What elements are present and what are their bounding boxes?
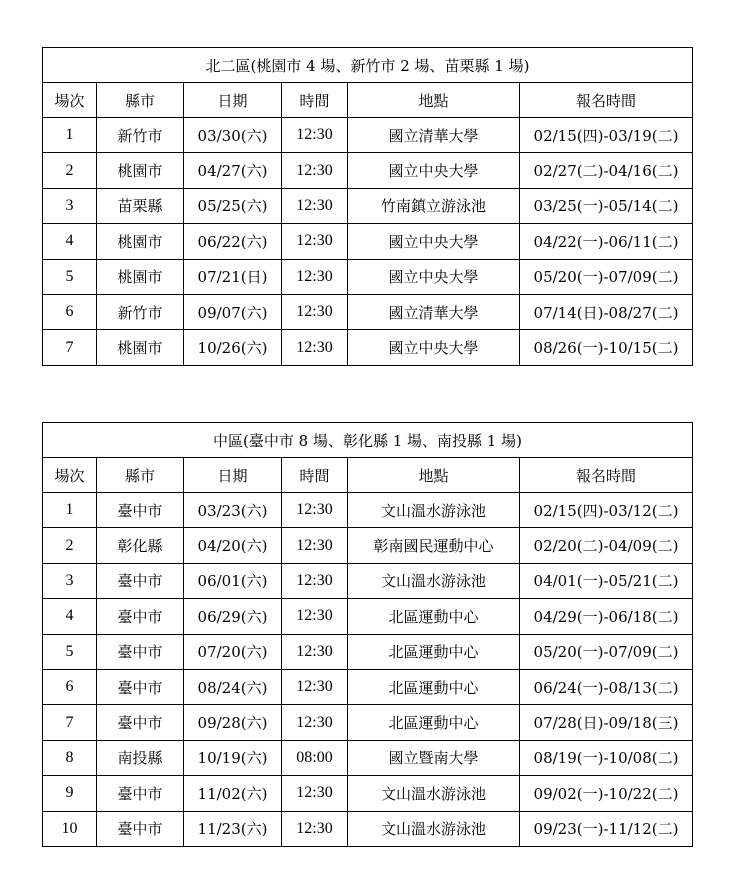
table-row <box>43 776 693 811</box>
cell-time: 12:30 <box>282 563 348 598</box>
table-row <box>43 740 693 775</box>
table-row <box>43 330 693 365</box>
cell-session-number: 1 <box>43 493 97 528</box>
cell-session-number: 2 <box>43 528 97 563</box>
table-row <box>43 294 693 329</box>
cell-time: 12:30 <box>282 705 348 740</box>
cell-city: 臺中市 <box>97 493 184 528</box>
cell-venue: 文山溫水游泳池 <box>348 493 520 528</box>
cell-registration-period: 05/20(一)-07/09(二) <box>520 634 693 669</box>
table-row <box>43 705 693 740</box>
cell-time: 12:30 <box>282 528 348 563</box>
table-row <box>43 224 693 259</box>
cell-date: 09/28(六) <box>184 705 282 740</box>
column-header-time: 時間 <box>282 83 348 118</box>
cell-city: 桃園市 <box>97 224 184 259</box>
table-title: 中區(臺中市 8 場、彰化縣 1 場、南投縣 1 場) <box>43 423 693 458</box>
cell-registration-period: 09/23(一)-11/12(二) <box>520 811 693 846</box>
cell-venue: 彰南國民運動中心 <box>348 528 520 563</box>
cell-registration-period: 09/02(一)-10/22(二) <box>520 776 693 811</box>
cell-registration-period: 06/24(一)-08/13(二) <box>520 669 693 704</box>
cell-session-number: 2 <box>43 153 97 188</box>
cell-registration-period: 02/15(四)-03/19(二) <box>520 118 693 153</box>
cell-time: 12:30 <box>282 330 348 365</box>
table-row <box>43 811 693 846</box>
cell-session-number: 4 <box>43 599 97 634</box>
table-body <box>43 423 693 847</box>
cell-date: 07/20(六) <box>184 634 282 669</box>
cell-city: 新竹市 <box>97 294 184 329</box>
table-title: 北二區(桃園市 4 場、新竹市 2 場、苗栗縣 1 場) <box>43 48 693 83</box>
cell-registration-period: 07/28(日)-09/18(三) <box>520 705 693 740</box>
table-body <box>43 48 693 366</box>
cell-time: 12:30 <box>282 599 348 634</box>
cell-venue: 北區運動中心 <box>348 669 520 704</box>
cell-venue: 竹南鎮立游泳池 <box>348 188 520 223</box>
cell-session-number: 9 <box>43 776 97 811</box>
table-row <box>43 599 693 634</box>
cell-city: 臺中市 <box>97 599 184 634</box>
cell-registration-period: 08/26(一)-10/15(二) <box>520 330 693 365</box>
cell-time: 12:30 <box>282 493 348 528</box>
cell-venue: 國立清華大學 <box>348 294 520 329</box>
cell-session-number: 7 <box>43 330 97 365</box>
cell-venue: 北區運動中心 <box>348 599 520 634</box>
cell-date: 03/23(六) <box>184 493 282 528</box>
cell-registration-period: 04/29(一)-06/18(二) <box>520 599 693 634</box>
cell-venue: 國立清華大學 <box>348 118 520 153</box>
north-region-schedule-table <box>42 47 693 366</box>
cell-date: 11/02(六) <box>184 776 282 811</box>
cell-date: 06/29(六) <box>184 599 282 634</box>
cell-time: 12:30 <box>282 811 348 846</box>
cell-session-number: 3 <box>43 563 97 598</box>
cell-date: 03/30(六) <box>184 118 282 153</box>
cell-city: 臺中市 <box>97 776 184 811</box>
table-row <box>43 153 693 188</box>
cell-venue: 國立中央大學 <box>348 224 520 259</box>
cell-venue: 國立中央大學 <box>348 330 520 365</box>
cell-time: 08:00 <box>282 740 348 775</box>
table-row <box>43 118 693 153</box>
cell-time: 12:30 <box>282 118 348 153</box>
cell-time: 12:30 <box>282 776 348 811</box>
cell-session-number: 6 <box>43 669 97 704</box>
cell-time: 12:30 <box>282 259 348 294</box>
column-header-venue: 地點 <box>348 458 520 493</box>
cell-city: 南投縣 <box>97 740 184 775</box>
column-header-registration-period: 報名時間 <box>520 458 693 493</box>
column-header-session-number: 場次 <box>43 458 97 493</box>
cell-session-number: 8 <box>43 740 97 775</box>
column-header-city: 縣市 <box>97 83 184 118</box>
cell-registration-period: 07/14(日)-08/27(二) <box>520 294 693 329</box>
cell-session-number: 4 <box>43 224 97 259</box>
central-region-schedule-table <box>42 422 693 847</box>
cell-registration-period: 04/01(一)-05/21(二) <box>520 563 693 598</box>
cell-time: 12:30 <box>282 153 348 188</box>
cell-city: 彰化縣 <box>97 528 184 563</box>
column-header-session-number: 場次 <box>43 83 97 118</box>
cell-venue: 文山溫水游泳池 <box>348 563 520 598</box>
table-row <box>43 669 693 704</box>
cell-city: 新竹市 <box>97 118 184 153</box>
cell-registration-period: 02/20(二)-04/09(二) <box>520 528 693 563</box>
cell-city: 臺中市 <box>97 563 184 598</box>
cell-date: 10/19(六) <box>184 740 282 775</box>
cell-date: 07/21(日) <box>184 259 282 294</box>
cell-date: 04/20(六) <box>184 528 282 563</box>
cell-registration-period: 08/19(一)-10/08(二) <box>520 740 693 775</box>
table-row <box>43 188 693 223</box>
cell-time: 12:30 <box>282 224 348 259</box>
cell-city: 臺中市 <box>97 705 184 740</box>
cell-registration-period: 05/20(一)-07/09(二) <box>520 259 693 294</box>
cell-session-number: 6 <box>43 294 97 329</box>
table-title-row <box>43 423 693 458</box>
cell-venue: 北區運動中心 <box>348 705 520 740</box>
cell-time: 12:30 <box>282 294 348 329</box>
cell-session-number: 1 <box>43 118 97 153</box>
cell-session-number: 3 <box>43 188 97 223</box>
cell-time: 12:30 <box>282 634 348 669</box>
cell-registration-period: 02/27(二)-04/16(二) <box>520 153 693 188</box>
table-row <box>43 259 693 294</box>
table-row <box>43 563 693 598</box>
table-row <box>43 634 693 669</box>
cell-time: 12:30 <box>282 188 348 223</box>
cell-date: 09/07(六) <box>184 294 282 329</box>
cell-date: 05/25(六) <box>184 188 282 223</box>
table-header-row <box>43 83 693 118</box>
cell-city: 臺中市 <box>97 634 184 669</box>
column-header-date: 日期 <box>184 83 282 118</box>
cell-venue: 國立暨南大學 <box>348 740 520 775</box>
cell-city: 桃園市 <box>97 259 184 294</box>
cell-date: 04/27(六) <box>184 153 282 188</box>
cell-venue: 文山溫水游泳池 <box>348 776 520 811</box>
table-header-row <box>43 458 693 493</box>
cell-date: 08/24(六) <box>184 669 282 704</box>
cell-registration-period: 04/22(一)-06/11(二) <box>520 224 693 259</box>
cell-date: 10/26(六) <box>184 330 282 365</box>
cell-session-number: 5 <box>43 634 97 669</box>
cell-registration-period: 02/15(四)-03/12(二) <box>520 493 693 528</box>
cell-city: 苗栗縣 <box>97 188 184 223</box>
cell-date: 11/23(六) <box>184 811 282 846</box>
column-header-city: 縣市 <box>97 458 184 493</box>
cell-city: 臺中市 <box>97 669 184 704</box>
cell-city: 臺中市 <box>97 811 184 846</box>
cell-registration-period: 03/25(一)-05/14(二) <box>520 188 693 223</box>
cell-venue: 北區運動中心 <box>348 634 520 669</box>
cell-session-number: 10 <box>43 811 97 846</box>
table-row <box>43 528 693 563</box>
cell-venue: 國立中央大學 <box>348 153 520 188</box>
table-row <box>43 493 693 528</box>
cell-city: 桃園市 <box>97 330 184 365</box>
table-title-row <box>43 48 693 83</box>
column-header-date: 日期 <box>184 458 282 493</box>
cell-time: 12:30 <box>282 669 348 704</box>
column-header-time: 時間 <box>282 458 348 493</box>
cell-city: 桃園市 <box>97 153 184 188</box>
column-header-venue: 地點 <box>348 83 520 118</box>
cell-session-number: 7 <box>43 705 97 740</box>
cell-venue: 文山溫水游泳池 <box>348 811 520 846</box>
cell-date: 06/01(六) <box>184 563 282 598</box>
cell-session-number: 5 <box>43 259 97 294</box>
column-header-registration-period: 報名時間 <box>520 83 693 118</box>
cell-venue: 國立中央大學 <box>348 259 520 294</box>
cell-date: 06/22(六) <box>184 224 282 259</box>
